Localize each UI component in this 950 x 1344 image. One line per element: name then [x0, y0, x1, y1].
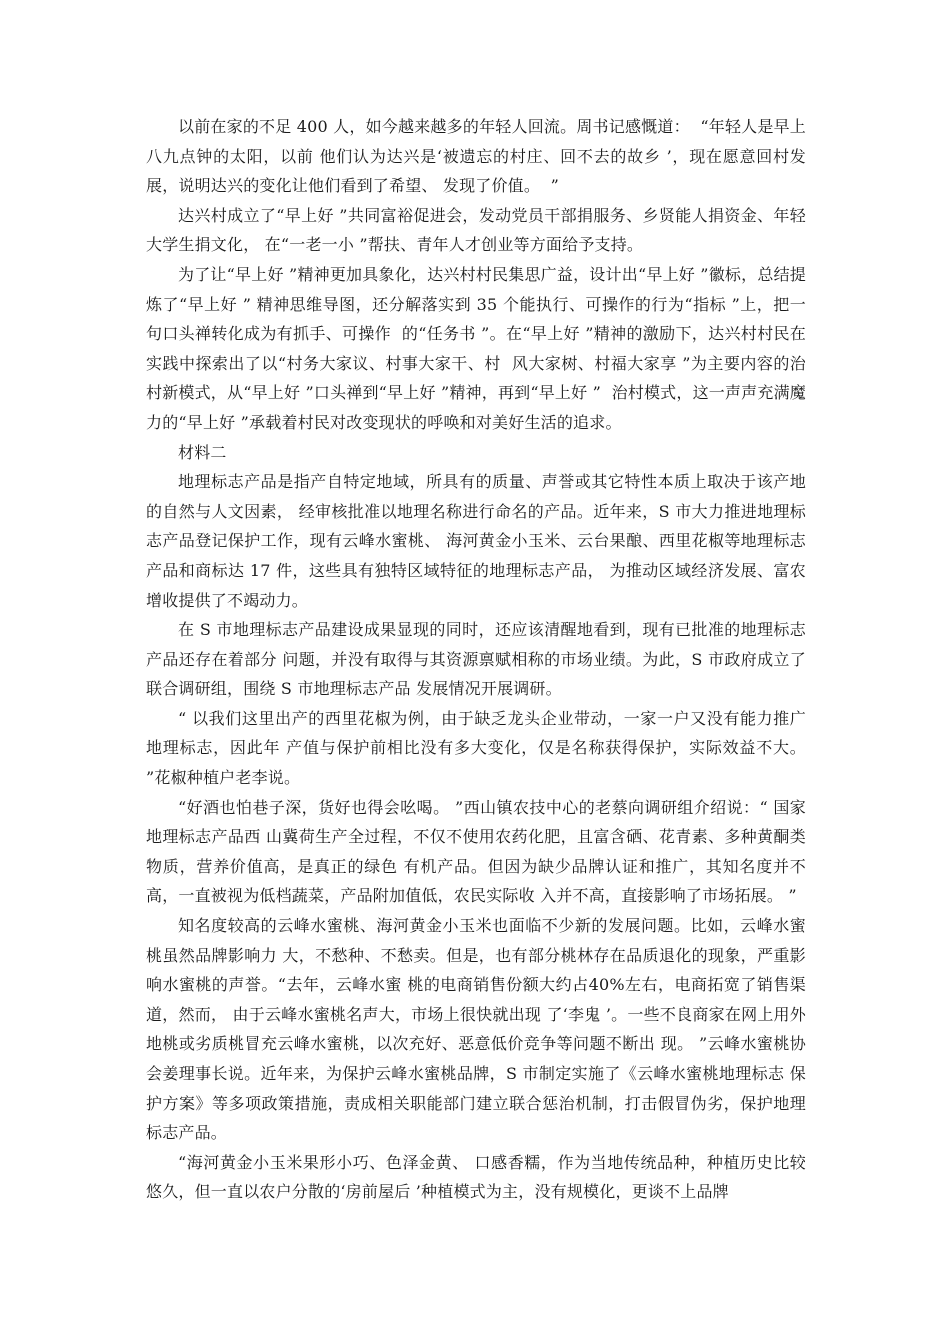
paragraph-good-morning-spirit: 为了让“早上好 ”精神更加具象化，达兴村村民集思广益，设计出“早上好 ”徽标，总结提炼了“早上好 ” 精神思维导图，还分解落实到 35 个能执行、可操作的行为“指标 ”上，把一句口头禅转化成为有抓手、可操作 的“任务书 ”。在“早上好 ”精神的激励下，达兴村村民在实践中探索出了以“村务大家议、村事大家干、村 风大家树、村福大家享 ”为主要内容的治村新模式，从“早上好 ”口头禅到“早上好 ”精神，再到“早上好 ” 治村模式，这一声声充满魔力的“早上好 ”承载着村民对改变现状的呼唤和对美好生活的追求。 — [146, 264, 806, 432]
document-page — [146, 112, 812, 1207]
paragraph-agritech-center-quote: “好酒也怕巷子深，货好也得会吆喝。 ”西山镇农技中心的老蔡向调研组介绍说：“ 国家地理标志产品西 山冀荷生产全过程，不仅不使用农药化肥，且富含硒、花青素、多种黄酮类物质，营养价值高，是真正的绿色 有机产品。但因为缺少品牌认证和推广，其知名度并不高，一直被视为低档蔬菜，产品附加值低，农民实际收 入并不高，直接影响了市场拓展。 ” — [146, 797, 806, 906]
paragraph-golden-corn: “海河黄金小玉米果形小巧、色泽金黄、 口感香糯，作为当地传统品种，种植历史比较悠久，但一直以农户分散的‘房前屋后 ’种植模式为主，没有规模化，更谈不上品牌 — [146, 1152, 806, 1202]
paragraph-peach-brand-issues: 知名度较高的云峰水蜜桃、海河黄金小玉米也面临不少新的发展问题。比如，云峰水蜜桃虽然品牌影响力 大，不愁种、不愁卖。但是，也有部分桃林存在品质退化的现象，严重影响水蜜桃的声誉。“去年，云峰水蜜 桃的电商销售份额大约占40%左右，电商拓宽了销售渠道，然而， 由于云峰水蜜桃名声大，市场上很快就出现 了‘李鬼 ’。一些不良商家在网上用外地桃或劣质桃冒充云峰水蜜桃，以次充好、恶意低价竞争等问题不断出 现。 ”云峰水蜜桃协会姜理事长说。近年来，为保护云峰水蜜桃品牌，S 市制定实施了《云峰水蜜桃地理标志 保护方案》等多项政策措施，责成相关职能部门建立联合惩治机制，打击假冒伪劣，保护地理标志产品。 — [146, 916, 806, 1143]
paragraph-promotion-association: 达兴村成立了“早上好 ”共同富裕促进会，发动党员干部捐服务、乡贤能人捐资金、年轻大学生捐文化， 在“一老一小 ”帮扶、青年人才创业等方面给予支持。 — [146, 205, 806, 255]
paragraph-existing-problems: 在 S 市地理标志产品建设成果显现的同时，还应该清醒地看到，现有已批准的地理标志产品还存在着部分 问题，并没有取得与其资源禀赋相称的市场业绩。为此，S 市政府成立了联合调研组，围绕 S 市地理标志产品 发展情况开展调研。 — [146, 620, 806, 699]
paragraph-returning-youth: 以前在家的不足 400 人，如今越来越多的年轻人回流。周书记感慨道： “年轻人是早上八九点钟的太阳，以前 他们认为达兴是‘被遗忘的村庄、回不去的故乡 ’，现在愿意回村发展，说明达兴的变化让他们看到了希望、 发现了价值。 ” — [146, 117, 806, 196]
paragraph-pepper-farmer-quote: “ 以我们这里出产的西里花椒为例，由于缺乏龙头企业带动，一家一户又没有能力推广地理标志，因此年 产值与保护前相比没有多大变化，仅是名称获得保护，实际效益不大。 ”花椒种植户老李说。 — [146, 708, 812, 788]
section-heading-material-two: 材料二 — [178, 442, 227, 462]
paragraph-geographic-indication-definition: 地理标志产品是指产自特定地域，所具有的质量、声誉或其它特性本质上取决于该产地的自然与人文因素， 经审核批准以地理名称进行命名的产品。近年来，S 市大力推进地理标志产品登记保护工作，现有云峰水蜜桃、 海河黄金小玉米、云台果酿、西里花椒等地理标志产品和商标达 17 件，这些具有独特区域特征的地理标志产品， 为推动区域经济发展、富农增收提供了不竭动力。 — [146, 472, 806, 610]
